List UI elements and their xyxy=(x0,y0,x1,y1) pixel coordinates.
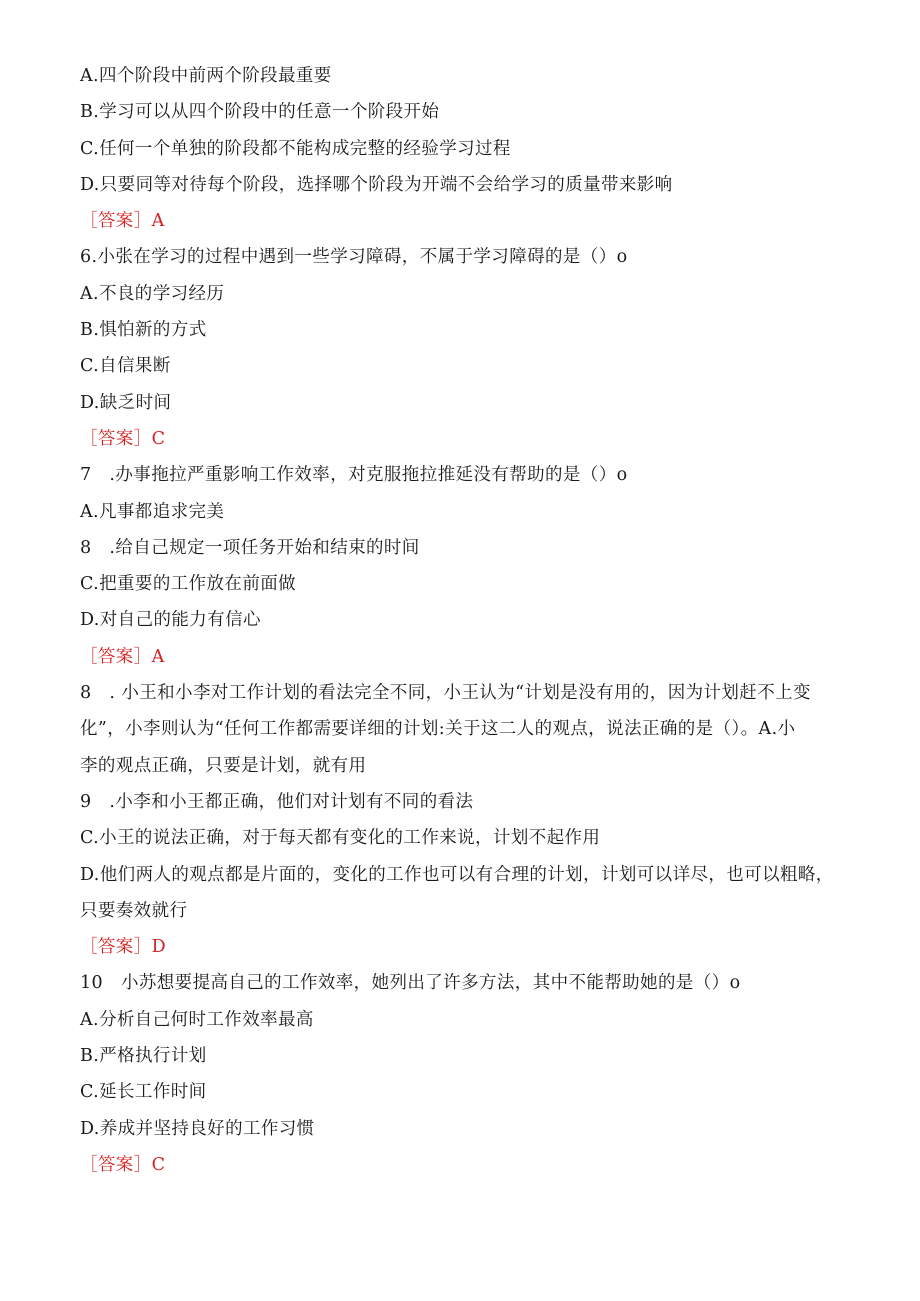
answer-line: ［答案］D xyxy=(80,937,167,958)
option-line: B.严格执行计划 xyxy=(80,1046,207,1067)
option-line: C.把重要的工作放在前面做 xyxy=(80,574,297,595)
option-line: C.小王的说法正确，对于每天都有变化的工作来说，计划不起作用 xyxy=(80,828,601,849)
option-line: 李的观点正确，只要是计划，就有用 xyxy=(80,755,367,776)
option-line: D.他们两人的观点都是片面的，变化的工作也可以有合理的计划，计划可以详尽，也可以粗略， xyxy=(80,864,834,885)
option-line: D.只要同等对待每个阶段，选择哪个阶段为开端不会给学习的质量带来影响 xyxy=(80,174,673,195)
option-line: C.任何一个单独的阶段都不能构成完整的经验学习过程 xyxy=(80,138,511,159)
answer-line: ［答案］C xyxy=(80,1154,166,1175)
answer-line: ［答案］A xyxy=(80,211,165,232)
question-line: 6.小张在学习的过程中遇到一些学习障碍，不属于学习障碍的是（）o xyxy=(80,247,628,268)
question-line: 化”，小李则认为“任何工作都需要详细的计划:关于这二人的观点，说法正确的是（）。A.小 xyxy=(80,719,796,740)
question-line: 10 小苏想要提高自己的工作效率，她列出了许多方法，其中不能帮助她的是（）o xyxy=(80,973,741,994)
answer-line: ［答案］C xyxy=(80,428,166,449)
option-line: C.延长工作时间 xyxy=(80,1082,207,1103)
document-body xyxy=(80,58,850,1183)
option-line: D.养成并坚持良好的工作习惯 xyxy=(80,1118,315,1139)
option-line: B.惧怕新的方式 xyxy=(80,320,207,341)
option-line: C.自信果断 xyxy=(80,356,171,377)
option-line: B.学习可以从四个阶段中的任意一个阶段开始 xyxy=(80,102,440,123)
option-line: A.四个阶段中前两个阶段最重要 xyxy=(80,66,332,86)
option-line: D.缺乏时间 xyxy=(80,392,172,413)
option-line: D.对自己的能力有信心 xyxy=(80,610,261,631)
option-line: 9 .小李和小王都正确，他们对计划有不同的看法 xyxy=(80,791,474,812)
option-line: 8 .给自己规定一项任务开始和结束的时间 xyxy=(80,537,420,558)
option-line: A.凡事都追求完美 xyxy=(80,501,225,522)
option-line: A.不良的学习经历 xyxy=(80,283,225,304)
option-line: A.分析自己何时工作效率最高 xyxy=(80,1009,314,1030)
answer-line: ［答案］A xyxy=(80,646,165,667)
question-line: 7 .办事拖拉严重影响工作效率，对克服拖拉推延没有帮助的是（）o xyxy=(80,465,628,486)
question-line: 8 . 小王和小李对工作计划的看法完全不同，小王认为“计划是没有用的，因为计划赶不上变 xyxy=(80,683,811,704)
option-line: 只要奏效就行 xyxy=(80,900,188,921)
